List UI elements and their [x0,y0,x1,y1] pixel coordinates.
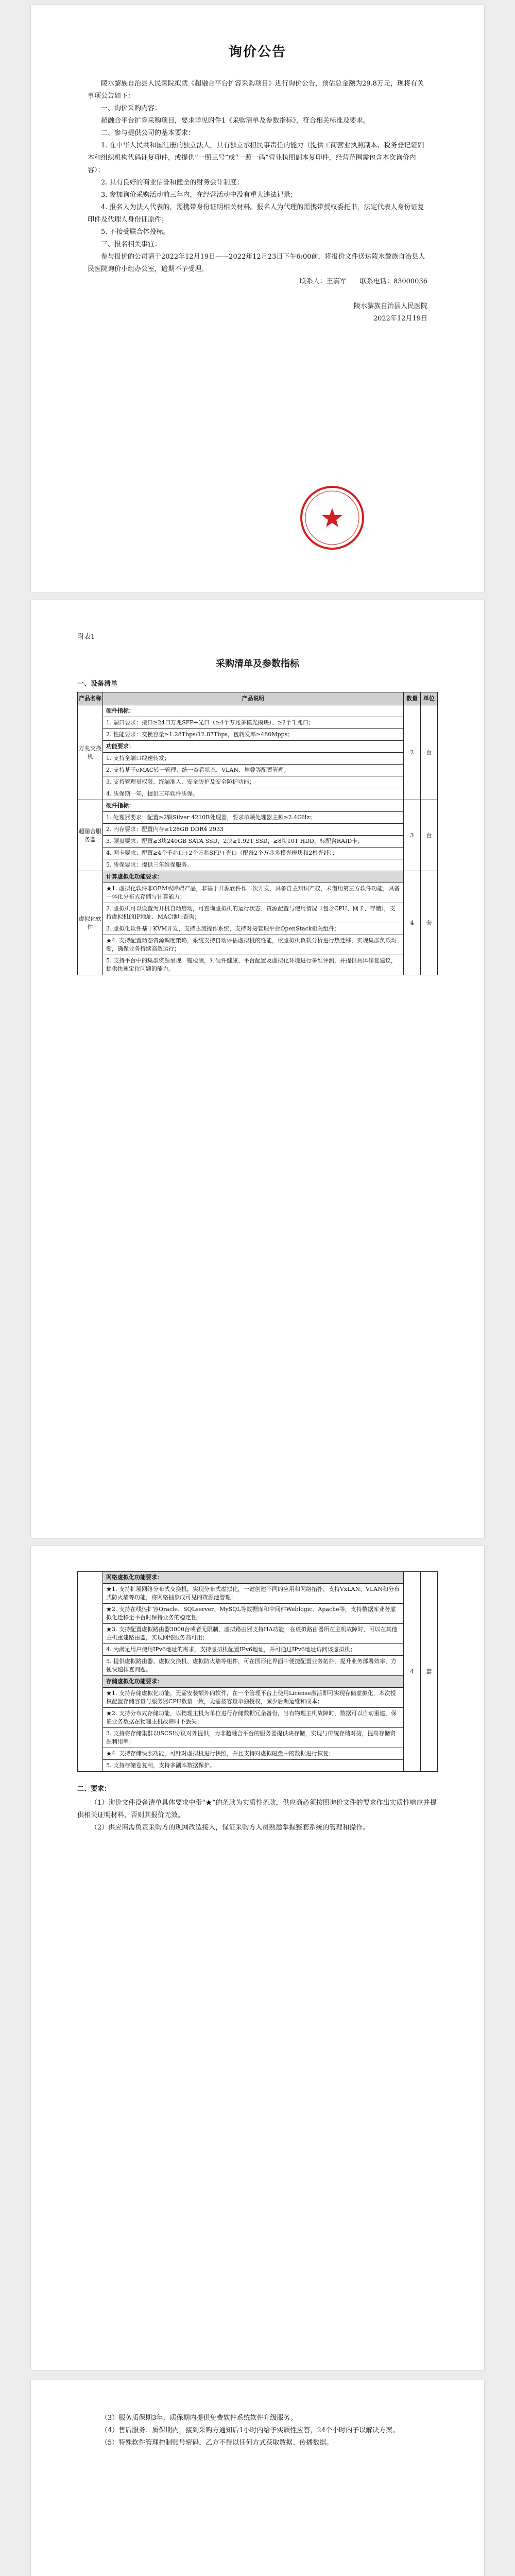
product-name: 万兆交换机 [78,705,103,800]
notice-intro: 陵水黎族自治县人民医院拟就《超融合平台扩容采购项目》进行询价公告，预估总金额为29.8万元，现将有关事项公告如下： [88,80,424,100]
table-row [78,1572,438,1772]
signature-date: 2022年12月19日 [373,315,427,323]
spec-line: ★1. 支持扩展网络分布式交换机，实现分布式虚拟化，一键创建不同的应用和网络拓扑，支持VxLAN、VLAN和分布式防火墙等功能，将网络抽象成可见的资源池管理； [103,1584,403,1604]
official-seal [299,484,366,551]
compute-head: 计算虚拟化功能要求： [103,871,403,883]
requirement-3: 3. 参加询价采购活动前三年内，在经营活动中没有重大违法记录； [101,191,297,199]
spec-line: 5. 支持存储卷复制，支持多副本数据保护。 [106,1762,215,1769]
quantity: 4 [404,1572,421,1772]
spec-line: ★1. 虚拟化软件非OEM或障碍产品，非基于开源软件作二次开发，具备自主知识产权，未借用第三方软件功能，具备一体化分布式存储与计算能力； [103,883,403,903]
table-row [78,800,438,871]
product-name: 超融合服务器 [78,800,103,871]
attachment-label: 附表1 [77,633,95,641]
unit: 台 [421,705,438,800]
spec-line: 5. 质保要求：提供三年维保服务。 [106,861,193,868]
hw-head: 硬件指标： [103,705,403,717]
spec-table-continued [77,1571,438,1772]
spec-line: 2. 虚拟机可以设置为开机自动启动，可查询虚拟机的运行状态、资源配置与使用情况（包含CPU、网卡、存储），支持虚拟机的IP地址、MAC地址查询； [103,903,403,923]
notice-title: 询价公告 [228,44,286,60]
table-row [78,871,438,975]
storage-head: 存储虚拟化功能要求： [103,1676,403,1688]
spec-line: 2. 性能要求：交换容量≥1.28Tbps/12.87Tbps，包转发率≥480Mpps； [103,729,403,741]
spec-line: ★3. 支持配置虚拟路由器3000台或者无限制，虚拟路由器支持HA功能，在虚拟路由器所在主机故障时，可以在其他主机重建路由器，实现网络服务高可用； [103,1624,403,1644]
requirement-4: 4. 报名人为法人代表的，需携带身份证明相关材料。报名人为代理的需携带授权委托书，法定代表人身份证复印件及代理人身份证原件； [88,204,424,224]
spec-line: ★1. 支持存储虚拟化功能，无需安装额外的软件，在一个管理平台上使用License激活即可实现存储虚拟化，本次授权配置存储容量与服务器CPU数量一致，无需按容量单独授权，减少后期运维和成本； [103,1688,403,1708]
unit: 套 [421,1572,438,1772]
spec-table [77,692,438,975]
section-3-head: 三、报名相关事宜： [101,241,162,248]
quantity: 2 [404,705,421,800]
contact-line: 联系人：王嘉军 联系电话：83000036 [299,278,427,285]
spec-line: ★4. 支持配置动态资源调度策略，系统支持自动评估虚拟机的性能，依虚拟机负载分析进行热迁移，实现集群负载均衡，确保业务持续高效运行； [103,935,403,955]
note-4: （4）售后服务：质保期内，接到采购方通知后1小时内给予实质性应答，24个小时内予以解决方案。 [101,2427,400,2434]
spec-line: 3. 支持管理员权限、终端准入、安全防护及安全防护功能； [103,776,403,788]
spec-line: 5. 支持平台中的集群资源呈现一键检测，对硬件健康、平台配置及虚拟化环境进行多维评测，并提供具体修复建议，提供快速定位问题的能力。 [106,957,397,972]
product-name: 虚拟化软件 [78,871,103,975]
section-2-head: 二、参与提供公司的基本要求： [101,129,195,137]
col-unit: 单位 [421,692,438,705]
extra-notes [88,2412,427,2449]
spec-line: 4. 为满足用户使用IPv6地址的需求，支持虚拟机配置IPv6地址，并可通过IPv6地址访问该虚拟机； [103,1644,403,1656]
spec-page-2 [31,1546,484,2370]
fn-head: 功能要求： [103,741,403,753]
notice-page [31,5,484,592]
spec-line: 1. 支持全端口线速转发； [103,753,403,765]
quantity: 3 [404,800,421,871]
note-3: （3）服务质保期3年，质保期内提供免费软件系统软件升级服务。 [101,2414,297,2422]
signature-org: 陵水黎族自治县人民医院 [353,302,427,310]
spec-line: 3. 硬盘要求：配置≥3块240GB SATA SSD，2块≥1.92T SSD，≥8块10T HDD，标配含RAID卡； [103,836,403,848]
section-1-head: 一、询价采购内容： [101,105,162,112]
spec-line: 4. 网卡要求：配置≥4个千兆口+2个万兆SFP+光口（配备2个万兆多模光模块和2根光纤）； [103,848,403,859]
note-1: （1）询价文件设备清单具体要求中带“★”的条款为实质性条款，供应商必须按照询价文件的要求作出实质性响应并提供相关证明材料，否则其报价无效。 [77,1799,437,1819]
unit: 台 [421,800,438,871]
attachment-title: 采购清单及参数指标 [216,658,299,669]
section-3-body: 参与报价的公司请于2022年12月19日——2022年12月23日下午6:00前，将报价文件送达陵水黎族自治县人民医院询价小组办公室，逾期不予受理。 [88,253,425,273]
extra-page [31,2380,484,2576]
col-desc: 产品说明 [103,692,404,705]
spec-line: 4. 质保期一年，提供三年软件质保。 [106,790,198,797]
note-5: （5）特殊软件管理控制账号密码，乙方不得以任何方式获取数据、传播数据。 [101,2439,333,2447]
section-1-body: 超融合平台扩容采购项目，要求详见附件1《采购清单及参数指标》，符合相关标准及要求。 [101,117,370,125]
table-row [78,705,438,800]
requirement-5: 5. 不接受联合体投标。 [101,228,170,236]
spec-line: 3. 虚拟化软件基于KVM开发，支持主流操作系统，支持对接管理平台OpenStack相关组件； [103,923,403,935]
spec-line: 3. 支持将存储集群以iSCSI协议对外提供，为非超融合平台的服务器提供块存储，实现与传统存储对接，提高存储资源利用率； [103,1728,403,1748]
spec-page-1 [31,600,484,1538]
col-name: 产品名称 [78,692,103,705]
requirement-1: 1. 在中华人民共和国注册的独立法人，具有独立承担民事责任的能力（提供工商营业执照副本、税务登记证副本和组织机构代码证复印件，或提供“一照三号”或“一照一码”营业执照副本复印件，经营范围需包含本次询价内容）； [88,142,424,174]
requirement-2: 2. 具有良好的商业信誉和健全的财务会计制度； [101,179,244,187]
hw-head: 硬件指标： [103,800,403,812]
col-qty: 数量 [404,692,421,705]
spec-line: 1. 处理器要求：配置≥2颗Silver 4210R处理器，要求单颗处理器主频≥2.4GHz； [103,812,403,824]
network-head: 网络虚拟化功能要求： [103,1572,403,1584]
requirements-notes [77,1783,438,1834]
spec-line: ★2. 支持分布式存储功能，以物理主机为单位进行存储数据冗余备份，当有物理主机故障时，数据可以自动重建，保证业务数据在物理主机故障时不丢失； [103,1708,403,1728]
quantity: 4 [404,871,421,975]
spec-line: ★4. 支持存储快照功能，可针对虚拟机进行快照，并且支持对虚拟磁盘中的数据进行恢复； [103,1748,403,1760]
spec-line: ★2. 支持在线热扩容Oracle、SQLserver、MySQL等数据库和中间件Weblogic、Apache等，支持数据库业务虚拟化迁移至平台时保持业务的稳定性； [103,1604,403,1624]
note-2: （2）供应商需负责采购方的现网改造接入，保证采购方人员熟悉掌握整套系统的管理和操作。 [91,1824,370,1832]
spec-line: 2. 支持基于eMAC转一管理、统一查看状态、VLAN、堆叠等配置管理； [103,765,403,776]
spec-line: 5. 提供虚拟路由器、虚拟交换机、虚拟防火墙等组件，可在图形化界面中便捷配置业务拓扑，提升业务部署效率，方便快速排查问题。 [103,1656,403,1676]
notes-section: 二、要求： [77,1785,111,1793]
attachment-section: 一、设备清单 [77,680,118,688]
spec-line: 1. 端口要求：接口≥24口万兆SFP+光口（≥4个万兆多模光模块）、≥2个千兆口； [103,717,403,729]
unit: 套 [421,871,438,975]
spec-line: 2. 内存要求：配置内存≥128GB DDR4 2933 [103,824,403,836]
